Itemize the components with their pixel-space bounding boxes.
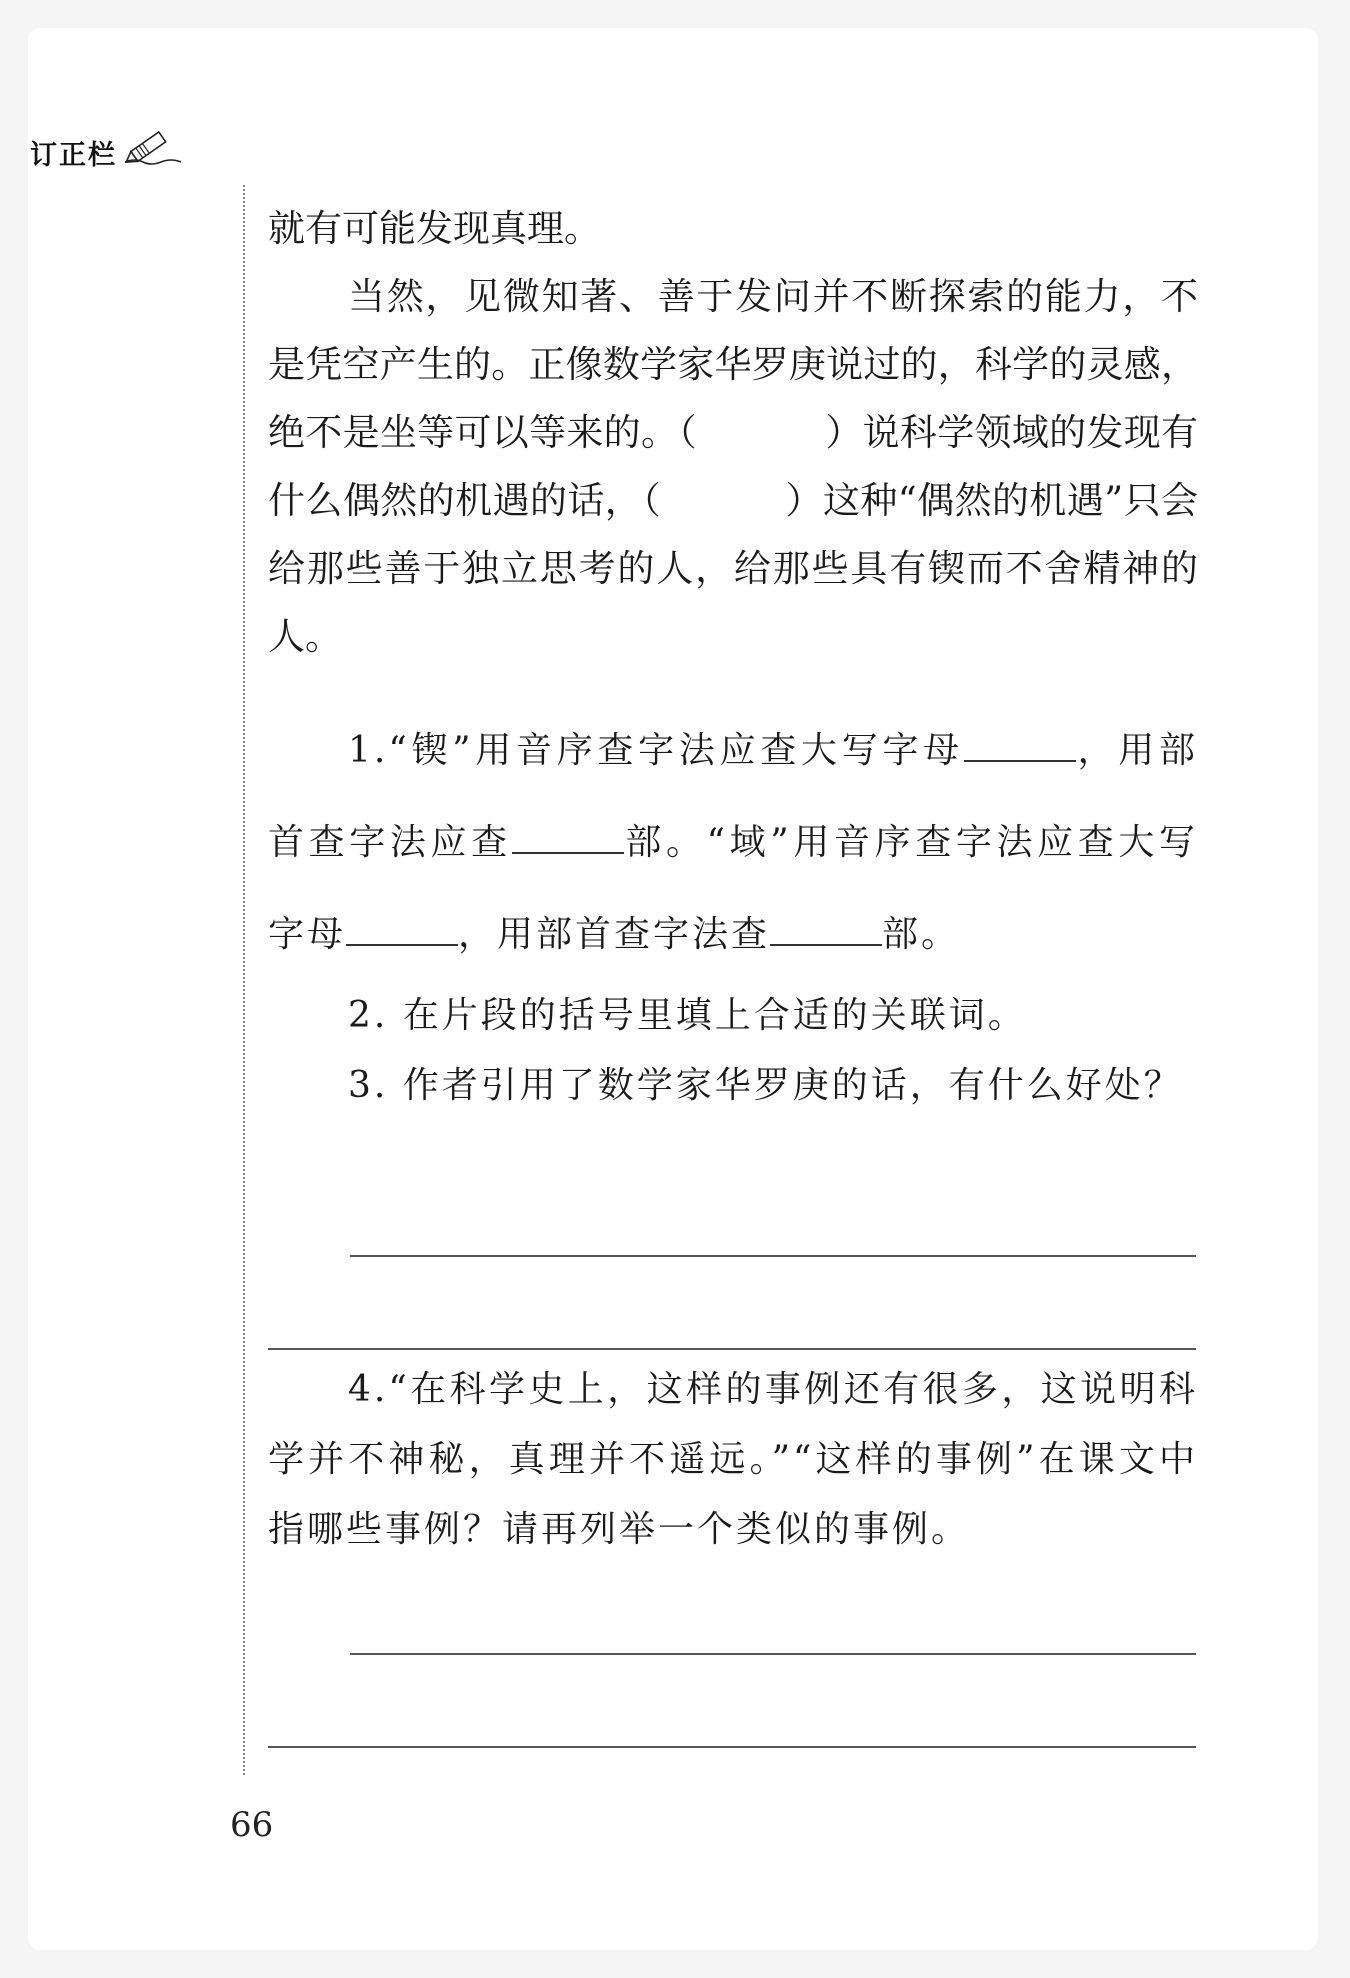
passage-text-b: ）说科学领域的发现有什么偶然的机遇的话，（ <box>268 411 1199 522</box>
answer-line-q3-1[interactable] <box>350 1255 1196 1257</box>
question-3: 3. 作者引用了数学家华罗庚的话，有什么好处？ <box>348 1065 1183 1106</box>
correction-column-header <box>30 128 185 172</box>
q1-text-e: 部。 <box>882 914 961 955</box>
question-1 <box>268 705 1198 981</box>
passage-paragraph-2 <box>268 263 1198 671</box>
answer-blank-2[interactable] <box>512 822 624 854</box>
answer-blank-3[interactable] <box>346 914 458 946</box>
q1-text-b: ，用部首查字法应查 <box>268 730 1198 863</box>
answer-line-q4-2[interactable] <box>268 1746 1196 1748</box>
q1-text-a: 1.“锲”用音序查字法应查大写字母 <box>348 730 964 771</box>
correction-column-label: 订正栏 <box>30 140 117 171</box>
passage-line-1: 就有可能发现真理。 <box>268 207 601 250</box>
passage-text-c: ）这种“偶然的机遇”只会给那些善于独立思考的人，给那些具有锲而不舍精神的人。 <box>268 479 1198 658</box>
q1-text-d: ，用部首查字法查 <box>458 914 771 955</box>
main-content <box>268 195 1198 1565</box>
q1-text-c: 部。“域”用音序查字法应查大写字母 <box>268 822 1198 955</box>
question-4: 4.“在科学史上，这样的事例还有很多，这说明科学并不神秘，真理并不遥远。”“这样的事例”在课文中指哪些事例？请再列举一个类似的事例。 <box>268 1369 1198 1550</box>
question-2: 2. 在片段的括号里填上合适的关联词。 <box>348 995 1027 1036</box>
answer-line-q3-2[interactable] <box>268 1348 1196 1350</box>
answer-blank-4[interactable] <box>770 914 882 946</box>
answer-line-q4-1[interactable] <box>350 1653 1196 1655</box>
page-number: 66 <box>230 1805 274 1845</box>
margin-divider <box>243 185 245 1775</box>
pencil-icon <box>121 128 185 172</box>
passage-text-a: 当然，见微知著、善于发问并不断探索的能力，不是凭空产生的。正像数学家华罗庚说过的，科学的灵感，绝不是坐等可以等来的。（ <box>268 275 1198 454</box>
answer-blank-1[interactable] <box>964 730 1076 762</box>
